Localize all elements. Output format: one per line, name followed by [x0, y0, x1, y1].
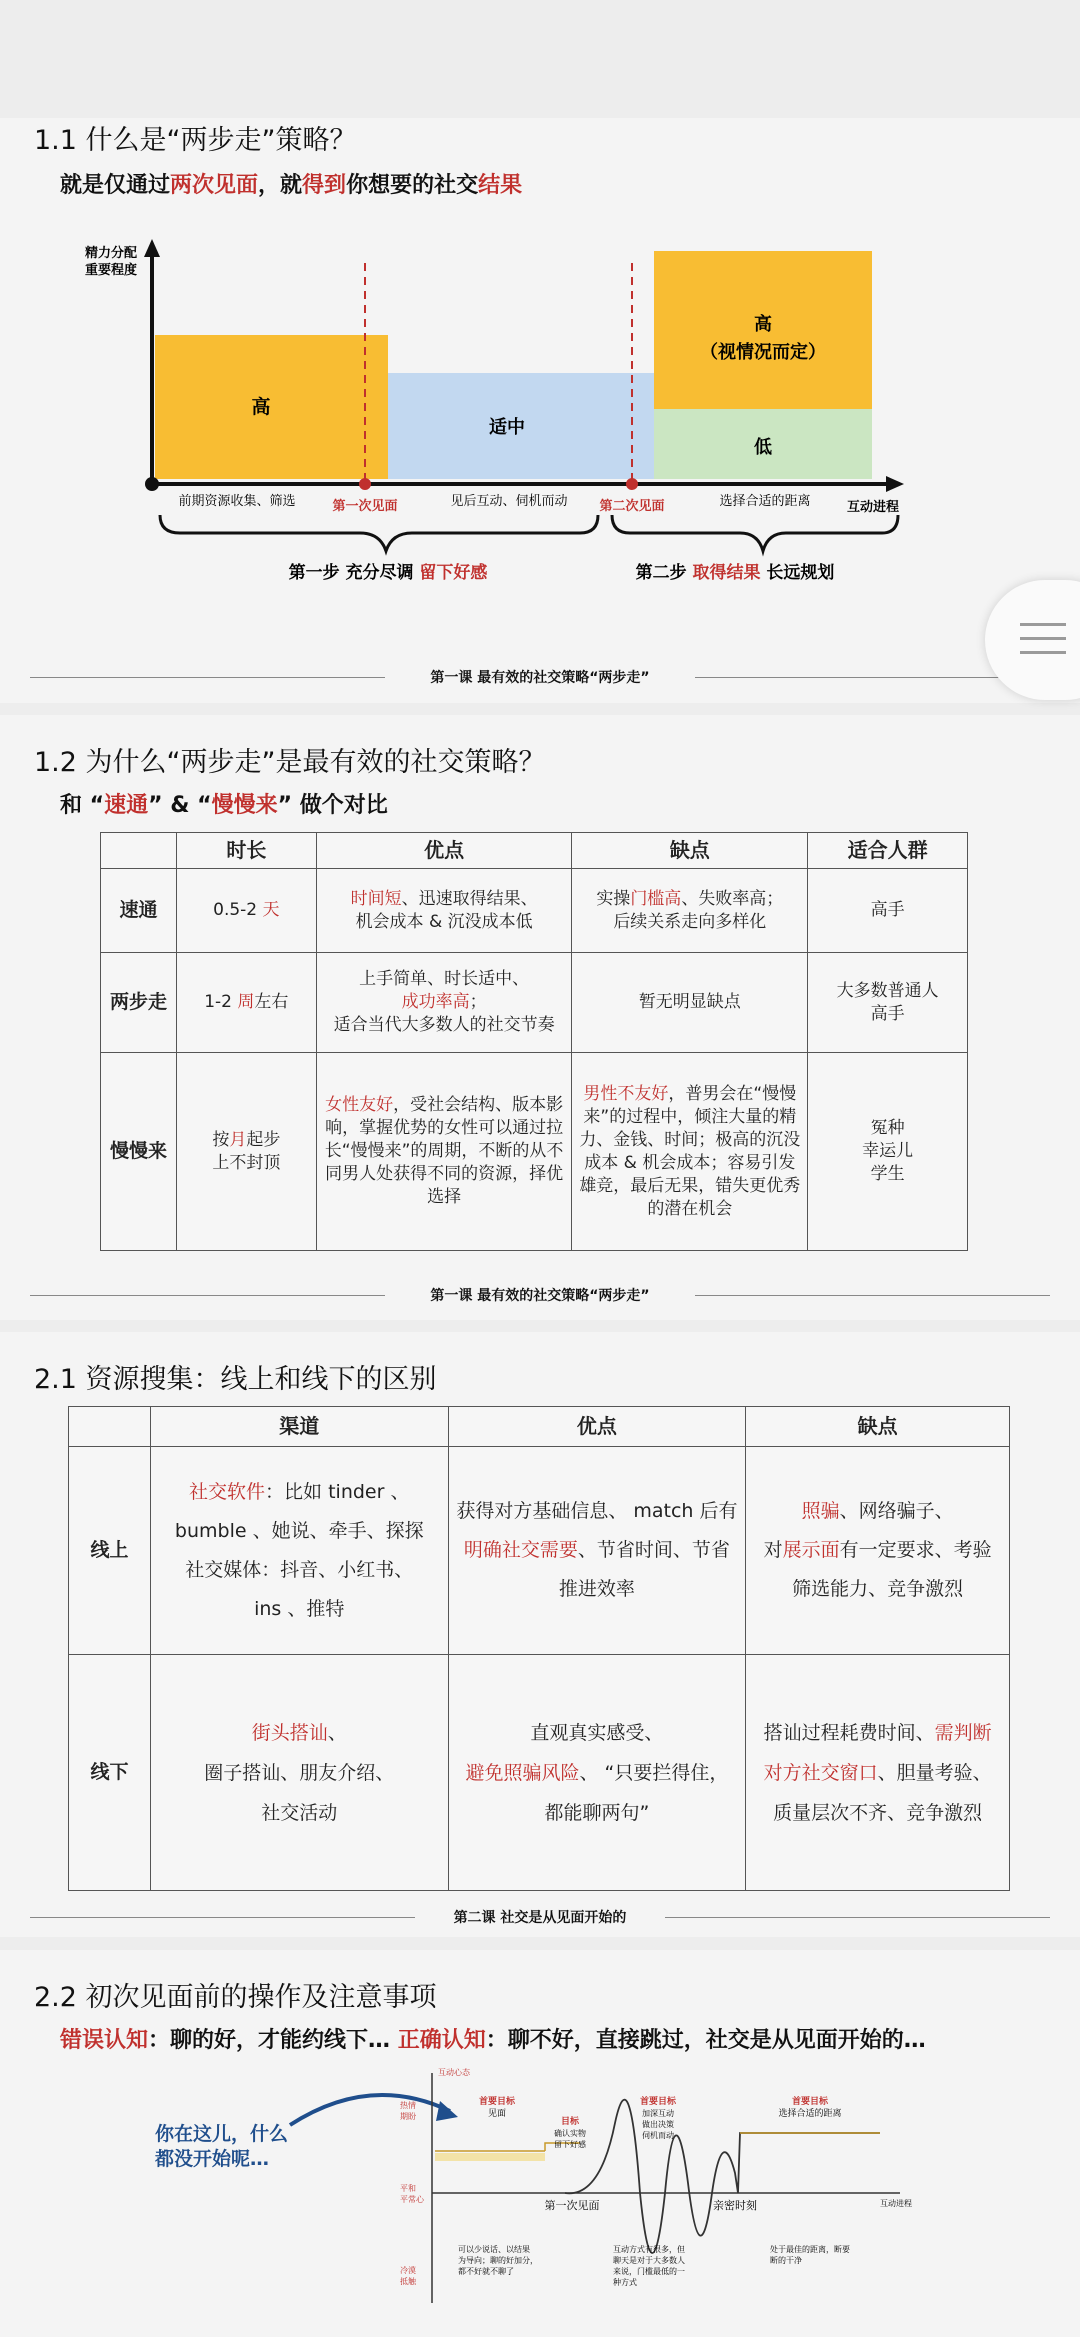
- table-row: [101, 869, 968, 953]
- cell-pros: 时间短、迅速取得结果、 机会成本 & 沉没成本低: [316, 869, 572, 953]
- cell-channel: 街头搭讪、 圈子搭讪、朋友介绍、 社交活动: [150, 1655, 448, 1891]
- cell-fit: 大多数普通人 高手: [808, 953, 968, 1053]
- row-name-online: 线上: [69, 1447, 151, 1655]
- footer-line-right: [695, 1295, 1050, 1296]
- y-axis-arrow: [144, 239, 160, 257]
- header-duration: 时长: [176, 833, 316, 869]
- mark-intimate: 亲密时刻: [713, 2199, 757, 2212]
- mark-first-meet: 第一次见面: [544, 2199, 600, 2212]
- slide-before-first-meet: [0, 1950, 1080, 2337]
- callout-arrow: [290, 2095, 450, 2125]
- header-pros: 优点: [448, 1407, 746, 1447]
- header-pros: 优点: [316, 833, 572, 869]
- callout-line2: 都没开始呢…: [155, 2148, 270, 2170]
- footer-text: 第一课 最有效的社交策略“两步走”: [430, 1288, 650, 1304]
- slide-subtitle: 就是仅通过两次见面，就得到你想要的社交结果: [60, 173, 523, 198]
- block-low-label: 低: [754, 437, 772, 458]
- goal1-text: 见面: [487, 2109, 507, 2119]
- comparison-table: [100, 832, 968, 1251]
- step2-label: 第二步 取得结果 长远规划: [635, 563, 835, 583]
- slide-title: 1.2 为什么“两步走”是最有效的社交策略？: [34, 747, 546, 778]
- goal3-text-2: 做出决策: [642, 2120, 674, 2129]
- channel-table: [68, 1406, 1010, 1891]
- y-top-label: 热情: [400, 2101, 416, 2110]
- cell-pros: 女性友好，受社会结构、版本影响，掌握优势的女性可以通过拉长“慢慢来”的周期，不断的从不同男人处获得不同的资源，择优选择: [316, 1053, 572, 1251]
- callout-arrowhead: [436, 2101, 458, 2121]
- row-name: 速通: [101, 869, 177, 953]
- header-fit: 适合人群: [808, 833, 968, 869]
- slide-two-step-strategy: [0, 118, 1080, 703]
- brace-step2: [612, 515, 898, 551]
- step1-label: 第一步 充分尽调 留下好感: [288, 563, 488, 583]
- block-high-label: 高: [251, 396, 271, 418]
- label-interact: 见后互动、伺机而动: [450, 494, 568, 509]
- footer-text: 第二课 社交是从见面开始的: [453, 1910, 627, 1926]
- slide-resource-collection: [0, 1332, 1080, 1937]
- header-cons: 缺点: [746, 1407, 1010, 1447]
- footer-text: 第一课 最有效的社交策略“两步走”: [430, 670, 650, 686]
- slide-footer: [30, 1285, 1050, 1305]
- second-meet-dot: [626, 478, 638, 490]
- table-row: [69, 1447, 1010, 1655]
- cell-fit: 冤种 幸运儿 学生: [808, 1053, 968, 1251]
- y-top-label-2: 期盼: [400, 2112, 416, 2121]
- slide-title: 2.1 资源搜集：线上和线下的区别: [34, 1364, 437, 1395]
- y-mid-label: 平和: [400, 2184, 416, 2193]
- note2-line3: 来说，门槛最低的一: [613, 2267, 685, 2276]
- note1-line3: 都不好就不聊了: [458, 2267, 514, 2276]
- menu-icon: [1020, 623, 1066, 626]
- goal2-text-2: 留下好感: [554, 2140, 586, 2149]
- cell-pros: 获得对方基础信息、 match 后有 明确社交需要、节省时间、节省 推进效率: [448, 1447, 746, 1655]
- y-bottom-label-2: 抵触: [400, 2277, 416, 2286]
- block-high2-label: 高: [754, 314, 772, 335]
- note2-line1: 互动方式有很多，但: [613, 2245, 685, 2254]
- y-axis-label: 互动心态: [438, 2068, 470, 2077]
- note2-line4: 种方式: [613, 2278, 637, 2287]
- label-second-meet: 第二次见面: [599, 499, 665, 514]
- cell-cons: 实操门槛高、失败率高； 后续关系走向多样化: [572, 869, 808, 953]
- table-row: [69, 1655, 1010, 1891]
- x-axis-label: 互动进程: [880, 2199, 912, 2208]
- slide-subtitle: 和 “速通” & “慢慢来” 做个对比: [60, 793, 388, 818]
- y-axis-label-2: 重要程度: [85, 263, 138, 278]
- x-axis-arrow: [886, 476, 904, 492]
- cell-cons: 男性不友好，普男会在“慢慢来”的过程中，倾注大量的精力、金钱、时间；极高的沉没成本 & 机会成本；容易引发雄竞，最后无果，错失更优秀的潜在机会: [572, 1053, 808, 1251]
- goal4-title: 首要目标: [791, 2097, 829, 2107]
- table-header-row: [101, 833, 968, 869]
- y-bottom-label: 冷漠: [400, 2266, 416, 2275]
- table-row: [101, 1053, 968, 1251]
- cell-duration: 1-2 周左右: [176, 953, 316, 1053]
- cell-cons: 搭讪过程耗费时间、需判断 对方社交窗口、胆量考验、 质量层次不齐、竞争激烈: [746, 1655, 1010, 1891]
- first-meet-dot: [359, 478, 371, 490]
- header-channel: 渠道: [150, 1407, 448, 1447]
- goal2-text: 确认实物: [554, 2129, 586, 2138]
- table-header-row: [69, 1407, 1010, 1447]
- note1-line1: 可以少说话、以结果: [458, 2245, 530, 2254]
- two-step-diagram: [0, 233, 1080, 613]
- slide-title: 2.2 初次见面前的操作及注意事项: [34, 1982, 437, 2013]
- table-row: [101, 953, 968, 1053]
- slide-subtitle: 错误认知：聊的好，才能约线下… 正确认知：聊不好，直接跳过，社交是从见面开始的…: [60, 2028, 926, 2053]
- cell-pros: 上手简单、时长适中、 成功率高； 适合当代大多数人的社交节奏: [316, 953, 572, 1053]
- block-mid-label: 适中: [489, 417, 525, 438]
- mindset-diagram: [0, 2063, 1080, 2313]
- callout-line1: 你在这儿，什么: [155, 2123, 289, 2145]
- cell-cons: 照骗、网络骗子、 对展示面有一定要求、考验 筛选能力、竞争激烈: [746, 1447, 1010, 1655]
- menu-icon-bar: [1020, 637, 1066, 640]
- footer-line-right: [695, 677, 1050, 678]
- goal4-text: 选择合适的距离: [778, 2109, 842, 2119]
- slide-footer: [30, 1907, 1050, 1927]
- goal1-title: 首要目标: [478, 2097, 516, 2107]
- x-axis-label: 互动进程: [846, 500, 900, 515]
- menu-icon-bar: [1020, 651, 1066, 654]
- note1-line2: 为导向；聊的好加分，: [458, 2256, 538, 2265]
- cell-duration: 0.5-2 天: [176, 869, 316, 953]
- cell-channel: 社交软件：比如 tinder 、 bumble 、她说、牵手、探探 社交媒体：抖音、小红书、 ins 、推特: [150, 1447, 448, 1655]
- note3-line1: 处于最佳的距离，断要: [770, 2245, 850, 2254]
- block-high2-note: （视情况而定）: [700, 342, 826, 363]
- row-name: 两步走: [101, 953, 177, 1053]
- footer-line-right: [665, 1917, 1050, 1918]
- block-high-phase1: [155, 335, 388, 479]
- label-distance: 选择合适的距离: [719, 494, 811, 509]
- note2-line2: 聊天是对于大多数人: [613, 2256, 685, 2265]
- cell-cons: 暂无明显缺点: [572, 953, 808, 1053]
- header-blank: [69, 1407, 151, 1447]
- goal3-text: 加深互动: [642, 2109, 674, 2118]
- slide-comparison: [0, 715, 1080, 1320]
- axis-origin: [145, 477, 159, 491]
- mindset-curve: [565, 2100, 880, 2253]
- yellow-band: [435, 2153, 545, 2161]
- goal3-text-3: 伺机而动: [642, 2131, 674, 2140]
- cell-pros: 直观真实感受、 避免照骗风险、 “只要拦得住， 都能聊两句”: [448, 1655, 746, 1891]
- row-name: 慢慢来: [101, 1053, 177, 1251]
- note3-line2: 断的干净: [770, 2256, 802, 2265]
- header-blank: [101, 833, 177, 869]
- goal2-title: 目标: [560, 2117, 580, 2127]
- brace-step1: [160, 515, 598, 551]
- slide-title: 1.1 什么是“两步走”策略？: [34, 125, 357, 156]
- row-name-offline: 线下: [69, 1655, 151, 1891]
- label-first-meet: 第一次见面: [332, 499, 398, 514]
- slide-footer: [30, 667, 1050, 687]
- y-mid-label-2: 平常心: [400, 2195, 424, 2204]
- y-axis-label: 精力分配: [85, 246, 138, 261]
- label-collect: 前期资源收集、筛选: [178, 494, 296, 509]
- cell-duration: 按月起步 上不封顶: [176, 1053, 316, 1251]
- cell-fit: 高手: [808, 869, 968, 953]
- goal3-title: 首要目标: [639, 2097, 677, 2107]
- header-cons: 缺点: [572, 833, 808, 869]
